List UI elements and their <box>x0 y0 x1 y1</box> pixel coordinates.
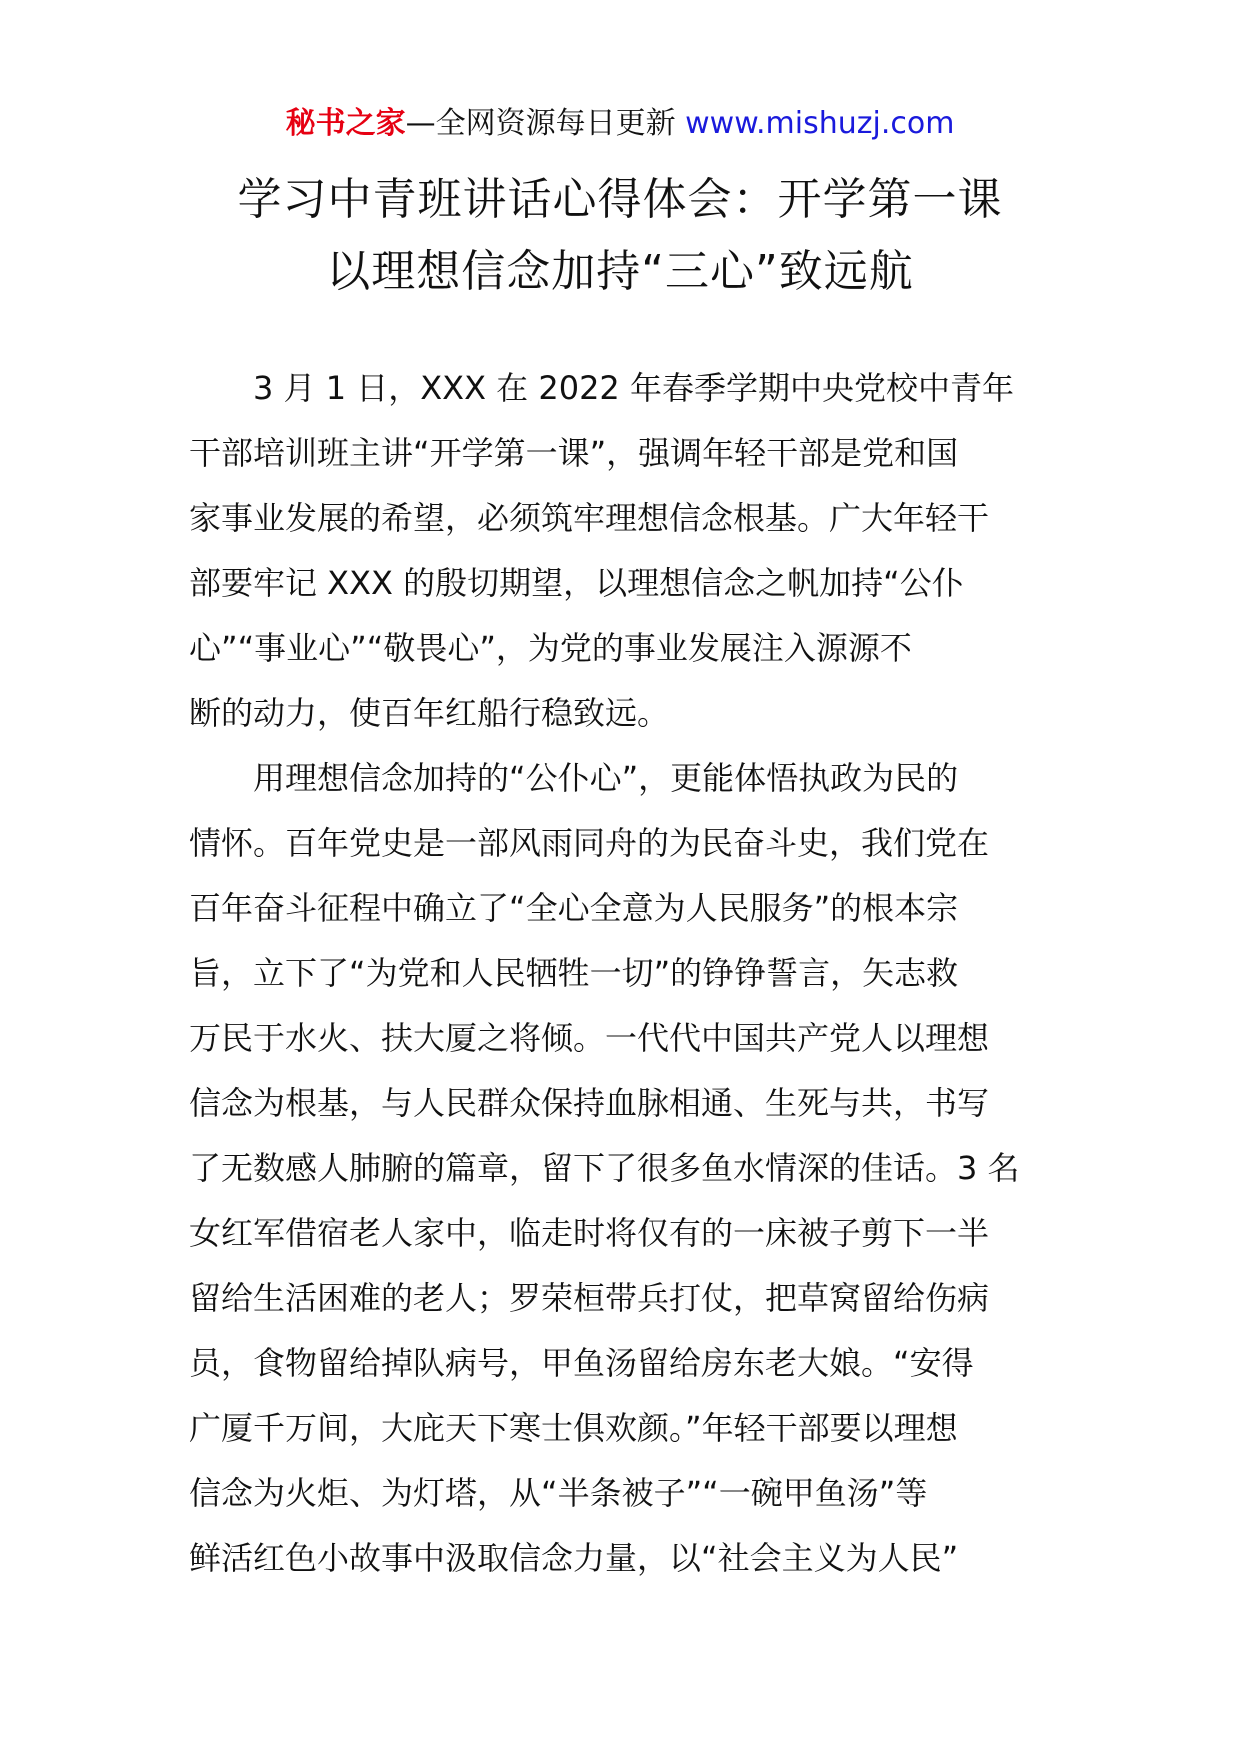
text-line: 信念为火炬、为灯塔，从“半条被子”“一碗甲鱼汤”等 <box>189 1474 928 1512</box>
text-line: 广厦千万间，大庇天下寒士俱欢颜。”年轻干部要以理想 <box>189 1409 958 1447</box>
text-line: 留给生活困难的老人；罗荣桓带兵打仗，把草窝留给伤病 <box>189 1279 990 1317</box>
paragraph-2 <box>189 746 1055 1591</box>
text-line: 员，食物留给掉队病号，甲鱼汤留给房东老大娘。“安得 <box>189 1344 974 1382</box>
text-line: 万民于水火、扶大厦之将倾。一代代中国共产党人以理想 <box>189 1019 990 1057</box>
text-line: 心”“事业心”“敬畏心”，为党的事业发展注入源源不 <box>189 629 912 667</box>
document-title <box>0 164 1240 308</box>
site-header <box>0 104 1240 144</box>
title-line-1: 学习中青班讲话心得体会：开学第一课 <box>237 174 1003 225</box>
text-line: 鲜活红色小故事中汲取信念力量，以“社会主义为人民” <box>189 1539 959 1577</box>
text-line: 3 月 1 日，XXX 在 2022 年春季学期中央党校中青年 <box>253 369 1014 407</box>
paragraph-1 <box>189 356 1055 746</box>
title-line-2: 以理想信念加持“三心”致远航 <box>326 246 914 297</box>
header-tagline: —全网资源每日更新 <box>405 106 686 141</box>
document-body <box>189 356 1055 1591</box>
text-line: 部要牢记 XXX 的殷切期望，以理想信念之帆加持“公仆 <box>189 564 964 602</box>
text-line: 干部培训班主讲“开学第一课”，强调年轻干部是党和国 <box>189 434 959 472</box>
text-line: 情怀。百年党史是一部风雨同舟的为民奋斗史，我们党在 <box>189 824 990 862</box>
text-line: 信念为根基，与人民群众保持血脉相通、生死与共，书写 <box>189 1084 990 1122</box>
text-line: 断的动力，使百年红船行稳致远。 <box>189 694 670 732</box>
text-line: 女红军借宿老人家中，临走时将仅有的一床被子剪下一半 <box>189 1214 990 1252</box>
text-line: 了无数感人肺腑的篇章，留下了很多鱼水情深的佳话。3 名 <box>189 1149 1020 1187</box>
site-url-link[interactable]: www.mishuzj.com <box>685 106 955 141</box>
text-line: 百年奋斗征程中确立了“全心全意为人民服务”的根本宗 <box>189 889 959 927</box>
site-brand: 秘书之家 <box>285 106 406 141</box>
text-line: 家事业发展的希望，必须筑牢理想信念根基。广大年轻干 <box>189 499 990 537</box>
text-line: 旨，立下了“为党和人民牺牲一切”的铮铮誓言，矢志救 <box>189 954 959 992</box>
text-line: 用理想信念加持的“公仆心”，更能体悟执政为民的 <box>253 759 959 797</box>
